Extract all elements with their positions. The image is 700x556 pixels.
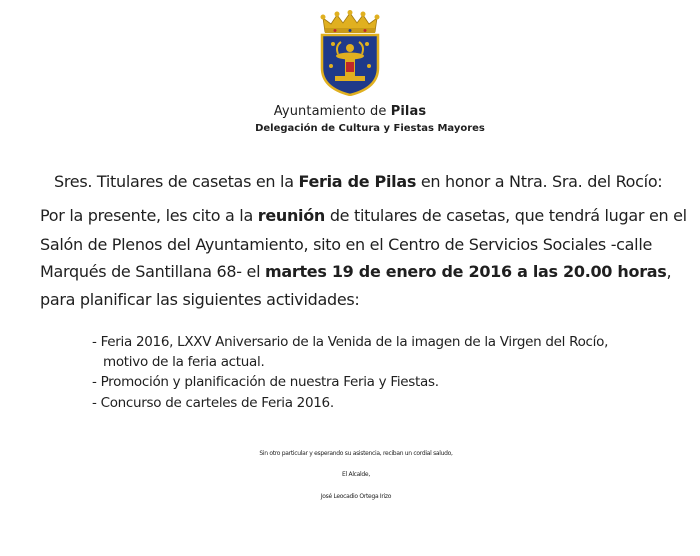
body-line-3 — [40, 262, 671, 281]
activity-item-1-continued: motivo de la feria actual. — [103, 354, 265, 370]
closing-line: Sin otro particular y esperando su asistencia, reciban un cordial saludo, — [259, 450, 453, 457]
activity-item-3: - Concurso de carteles de Feria 2016. — [92, 395, 334, 411]
meeting-date: martes 19 de enero de 2016 a las 20.00 horas — [265, 262, 667, 281]
body-line-1-c: de titulares de casetas, que tendrá lugar en el — [325, 206, 687, 225]
signature-name: José Leocadio Ortega Irizo — [320, 493, 392, 500]
greeting-text-bold: Feria de Pilas — [298, 172, 417, 191]
greeting-text-a: Sres. Titulares de casetas en la — [54, 172, 299, 191]
body-line-1-a: Por la presente, les cito a la — [40, 206, 258, 225]
org-name-prefix: Ayuntamiento de — [273, 104, 391, 119]
department-name: Delegación de Cultura y Fiestas Mayores — [255, 123, 485, 134]
org-name — [0, 104, 700, 119]
crown-icon — [321, 10, 380, 33]
activity-item-1: - Feria 2016, LXXV Aniversario de la Venida de la imagen de la Virgen del Rocío, — [92, 334, 609, 350]
body-line-1-bold: reunión — [257, 206, 326, 225]
coat-of-arms-icon — [311, 10, 389, 96]
body-line-2: Salón de Plenos del Ayuntamiento, sito en el Centro de Servicios Sociales -calle — [40, 235, 653, 254]
greeting-text-c: en honor a Ntra. Sra. del Rocío: — [416, 172, 663, 191]
body-line-4: para planificar las siguientes actividades: — [40, 290, 360, 309]
body-line-3-a: Marqués de Santillana 68- el — [40, 262, 265, 281]
signature-title: El Alcalde, — [342, 471, 370, 478]
greeting-line — [54, 172, 662, 191]
body-line-1 — [40, 206, 687, 225]
org-name-bold: Pilas — [390, 104, 427, 119]
body-line-3-c: , — [666, 262, 672, 281]
activity-item-2: - Promoción y planificación de nuestra Feria y Fiestas. — [92, 374, 439, 390]
